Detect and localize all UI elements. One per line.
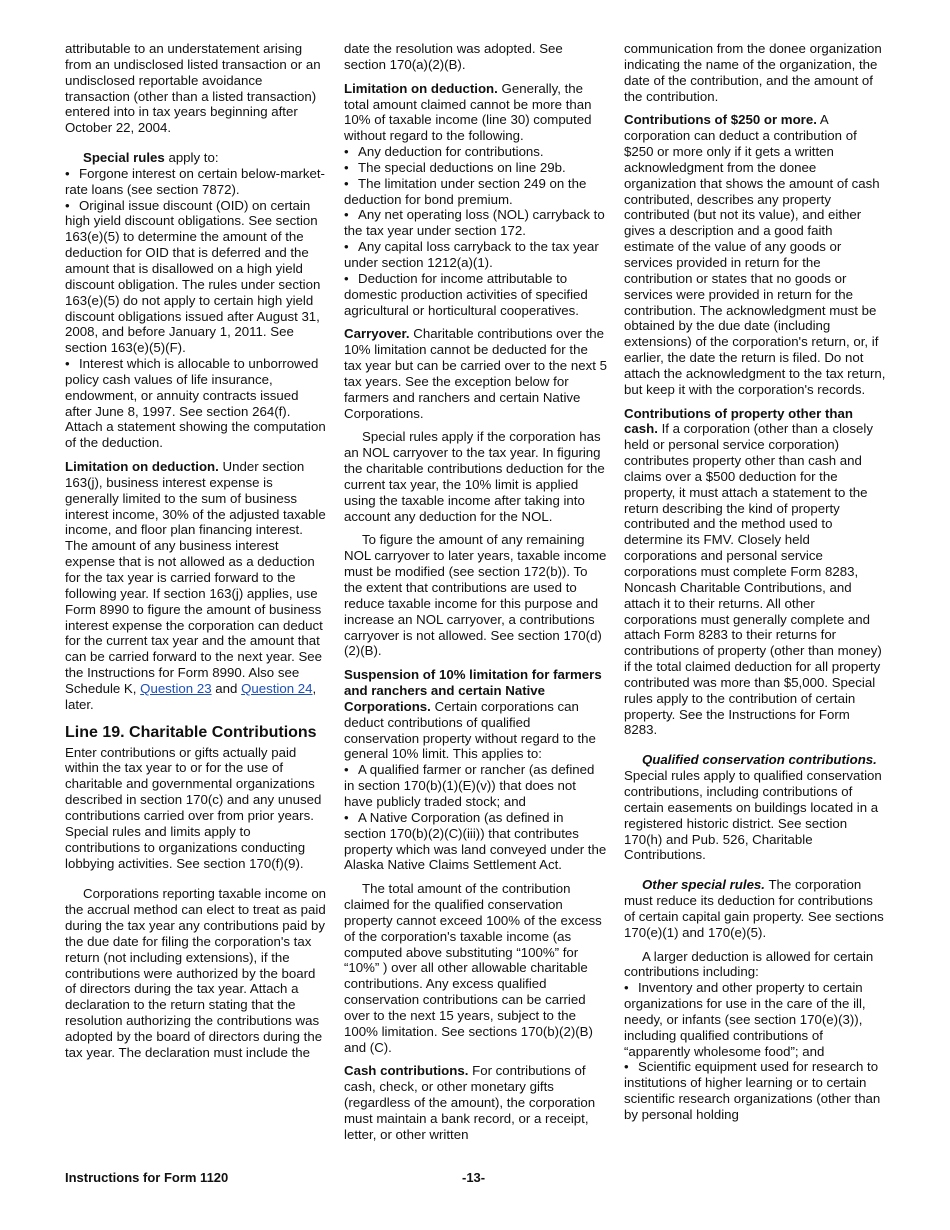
bullet-item: • Deduction for income attributable to domestic production activities of specified agricultural or horticultural cooperatives. (344, 271, 607, 319)
text: If a corporation (other than a closely held or personal service corporation) contributes property other than cash and claims over a $500 deduction for the property, it must attach a statement to the return describing the kind of property contributed and the method used to determine its FMV. Closely held corporations and personal service corporations must complete Form 8283, Noncash Charitable Contributions, and attach it to their returns. All other corporations must generally complete and attach Form 8283 to their returns for contributions of property (other than money) if the total claimed deduction for all property contributed was more than $5,000. Special rules apply to the contribution of certain property. See the Instructions for Form 8283. (624, 421, 882, 738)
run-in-heading: Special rules (83, 150, 165, 166)
bullet-item: • The limitation under section 249 on the deduction for bond premium. (344, 176, 607, 208)
bullet-item: • The special deductions on line 29b. (344, 160, 607, 176)
bullet-item: • Any capital loss carryback to the tax year under section 1212(a)(1). (344, 239, 607, 271)
footer-page-number: -13- (462, 1170, 486, 1185)
bullet-item: • Interest which is allocable to unborrowed policy cash values of life insurance, endowment, or annuity contracts issued after June 8, 1997. See section 264(f). Attach a statement showing the computation of the deduction. (65, 356, 327, 451)
text: Charitable contributions over the 10% limitation cannot be deducted for the tax year but can be carried over to the next 5 tax years. See the exception below for farmers and ranchers and certain Native Corporations. (344, 326, 607, 421)
text: Under section 163(j), business interest expense is generally limited to the sum of business interest income, 30% of the adjusted taxable income, and floor plan financing interest. The amount of any business interest expense that is not allowed as a deduction for the tax year is carried forward to the following year. If section 163(j) applies, use Form 8990 to figure the amount of business interest expense the corporation can deduct for the current tax year and the amount that can be carried forward to the next year. See the Instructions for Form 8990. Also see Schedule K, (65, 459, 326, 696)
run-in-heading: Contributions of property other than cash. (624, 405, 853, 437)
bullet-item: • Forgone interest on certain below-market-rate loans (see section 7872). (65, 166, 327, 198)
run-in-heading: Limitation on deduction. (344, 80, 498, 96)
text: The corporation must reduce its deduction for contributions of certain capital gain property. See sections 170(e)(1) and 170(e)(5). (624, 877, 884, 940)
bullet-item: • Any net operating loss (NOL) carryback to the tax year under section 172. (344, 207, 607, 239)
paragraph: communication from the donee organization indicating the name of the organization, the date of the contribution, and the amount of the contribution. (624, 41, 882, 104)
bullet-item: • A Native Corporation (as defined in section 170(b)(2)(C)(iii)) that contributes property which was land conveyed under the Alaska Native Claims Settlement Act. (344, 810, 607, 873)
run-in-heading: Other special rules. (642, 877, 765, 893)
run-in-heading: Carryover. (344, 326, 410, 342)
paragraph: The total amount of the contribution claimed for the qualified conservation property cannot exceed 100% of the excess of the corporation's taxable income (as computed above substituting “100%” for “10%” ) over all other allowable charitable contributions. Any excess qualified conservation contributions can be carried over to the next 15 years, subject to the 100% limitation. See sections 170(b)(2)(B) and (C). (344, 881, 602, 1055)
text: Generally, the total amount claimed cannot be more than 10% of taxable income (line 30) computed without regard to the following. (344, 80, 592, 144)
column-3 (624, 41, 886, 1123)
limitation-paragraph (65, 459, 327, 713)
bullet-item: • Original issue discount (OID) on certain high yield discount obligations. See section 163(e)(5) to determine the amount of the deduction for OID that is deferred and the amount that is disallowed on a high yield discount obligation. The rules under section 163(e)(5) do not apply to certain high yield discount obligations issued after August 31, 2008, and before January 1, 2011. See section 163(e)(5)(F). (65, 198, 327, 356)
text: A corporation can deduct a contribution of $250 or more only if it gets a written acknowledgment from the donee organization that shows the amount of cash contributed, describes any property contributed (but not its value), and either gives a description and a good faith estimate of the value of any goods or services provided in return for the contribution or states that no goods or services were provided in return for the contribution. The acknowledgment must be obtained by the due date (including extensions) of the corporation's return, or, if earlier, the date the return is filed. Do not attach the acknowledgment to the tax return, but keep it with the corporation's records. (624, 112, 886, 397)
carryover-paragraph (344, 326, 607, 421)
bullet-item: • Scientific equipment used for research to institutions of higher learning or to certain scientific research organizations (other than by personal holding (624, 1059, 886, 1122)
column-1 (65, 41, 327, 1061)
other-rules-paragraph (624, 877, 886, 940)
paragraph: date the resolution was adopted. See section 170(a)(2)(B). (344, 41, 563, 72)
bullet-item: • A qualified farmer or rancher (as defined in section 170(b)(1)(E)(v)) that does not have publicly traded stock; and (344, 762, 607, 810)
text: Special rules apply to qualified conservation contributions, including contributions of certain easements on buildings located in a registered historic district. See section 170(h) and Pub. 526, Charitable Contributions. (624, 768, 882, 863)
cash-paragraph (344, 1063, 607, 1142)
text: apply to: (164, 150, 219, 166)
suspension-paragraph (344, 667, 607, 762)
qualified-conservation-paragraph (624, 752, 886, 863)
paragraph: attributable to an understatement arising from an undisclosed listed transaction or an undisclosed reportable avoidance transaction (other than a listed transaction) entered into in tax years beginning after October 22, 2004. (65, 41, 321, 136)
run-in-heading: Qualified conservation contributions. (642, 752, 877, 768)
special-rules-intro (65, 150, 327, 166)
paragraph: Special rules apply if the corporation has an NOL carryover to the tax year. In figuring the charitable contributions deduction for the current tax year, the 10% limit is applied using the taxable income after taking into account any deduction for the NOL. (344, 429, 605, 524)
paragraph: Enter contributions or gifts actually paid within the tax year to or for the use of charitable and governmental organizations described in section 170(c) and any unused contributions carried over from prior years. Special rules and limits apply to contributions to organizations conducting lobbying activities. See section 170(f)(9). (65, 744, 322, 871)
footer-form-title: Instructions for Form 1120 (65, 1170, 229, 1185)
text: Certain corporations can deduct contributions of qualified conservation property without regard to the general 10% limit. This applies to: (344, 698, 596, 762)
property-paragraph (624, 406, 886, 739)
column-2 (344, 41, 607, 1143)
run-in-heading: Suspension of 10% limitation for farmers and ranchers and certain Native Corporations. (344, 667, 602, 714)
limitation-paragraph (344, 81, 607, 144)
run-in-heading: Limitation on deduction. (65, 459, 219, 475)
run-in-heading: Contributions of $250 or more. (624, 112, 817, 128)
run-in-heading: Cash contributions. (344, 1063, 469, 1079)
text: and (211, 680, 242, 696)
paragraph: Corporations reporting taxable income on the accrual method can elect to treat as paid during the tax year any contributions paid by the due date for filing the corporation's tax return (not including extensions), if the contributions were authorized by the board of directors during the tax year. Attach a declaration to the return stating that the resolution authorizing the contributions was adopted by the board of directors during the tax year. The declaration must include the (65, 886, 327, 1060)
paragraph: To figure the amount of any remaining NOL carryover to later years, taxable income must be modified (see section 172(b)). To the extent that contributions are used to reduce taxable income for this purpose and increase an NOL carryover, a contributions carryover is not allowed. See section 170(d)(2)(B). (344, 532, 607, 659)
question-24-link[interactable]: Question 24 (241, 680, 313, 696)
text: For contributions of cash, check, or other monetary gifts (regardless of the amount), the corporation must maintain a bank record, or a receipt, letter, or other written (344, 1063, 596, 1142)
bullet-item: • Any deduction for contributions. (344, 144, 607, 160)
bullet-item: • Inventory and other property to certain organizations for use in the care of the ill, needy, or infants (see section 170(e)(3)), including qualified contributions of “apparently wholesome food”; and (624, 980, 886, 1059)
paragraph: A larger deduction is allowed for certain contributions including: (624, 948, 874, 980)
question-23-link[interactable]: Question 23 (140, 680, 212, 696)
section-heading: Line 19. Charitable Contributions (65, 723, 317, 741)
text: , later. (65, 680, 317, 712)
contributions-250-paragraph (624, 112, 886, 397)
